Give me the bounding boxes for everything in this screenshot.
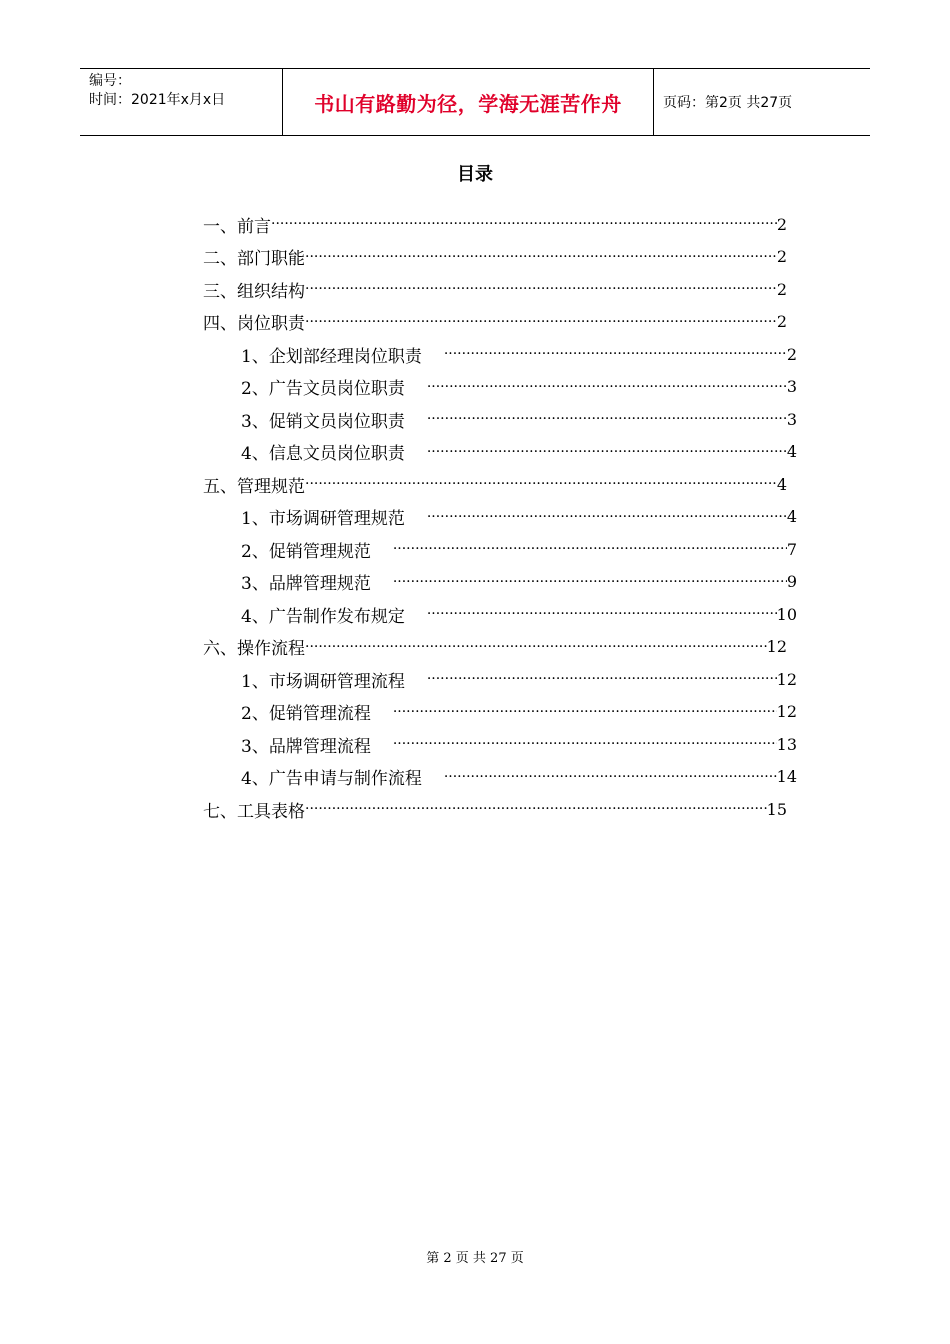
toc-entry-page: 9	[786, 572, 797, 591]
toc-entry[interactable]	[203, 212, 787, 236]
toc-entry-page: 10	[776, 604, 797, 624]
toc-entry[interactable]	[203, 472, 787, 496]
toc-entry-label: 七、工具表格	[203, 801, 305, 822]
toc-leader-dots	[393, 732, 777, 756]
toc-entry-label: 二、部门职能	[203, 249, 305, 269]
toc-entry-label: 五、管理规范	[203, 476, 305, 497]
toc-entry-label: 3、品牌管理流程	[241, 736, 371, 757]
toc-entry[interactable]	[241, 602, 797, 626]
header-motto: 书山有路勤为径，学海无涯苦作舟	[282, 69, 654, 135]
toc-entry-label: 3、促销文员岗位职责	[241, 411, 405, 432]
toc-entry-page: 3	[786, 377, 797, 396]
toc-leader-dots	[305, 277, 777, 301]
toc-leader-dots	[305, 635, 767, 659]
toc-entry-page: 12	[776, 669, 797, 689]
toc-leader-dots	[305, 310, 777, 334]
toc-entry-label: 4、信息文员岗位职责	[241, 444, 405, 464]
toc-leader-dots	[427, 375, 787, 399]
toc-entry-page: 3	[786, 409, 797, 429]
toc-entry-page: 4	[786, 507, 797, 526]
toc-entry-label: 三、组织结构	[203, 281, 305, 302]
toc-leader-dots	[305, 797, 767, 821]
toc-entry-page: 15	[766, 799, 787, 819]
toc-entry-label: 六、操作流程	[203, 639, 305, 659]
toc-entry-page: 4	[776, 474, 787, 494]
toc-entry-page: 2	[776, 214, 787, 234]
toc-entry-page: 12	[766, 637, 787, 656]
toc-entry[interactable]	[203, 797, 787, 821]
toc-entry-page: 13	[776, 734, 797, 754]
toc-entry-label: 1、企划部经理岗位职责	[241, 346, 422, 367]
toc-leader-dots	[427, 407, 787, 431]
toc-entry-label: 1、市场调研管理规范	[241, 509, 405, 529]
page-header	[80, 68, 870, 136]
toc-entry-page: 4	[786, 442, 797, 461]
toc-entry[interactable]	[241, 732, 797, 756]
toc-entry-page: 12	[776, 702, 797, 721]
toc-leader-dots	[393, 570, 787, 594]
toc-entry[interactable]	[203, 310, 787, 334]
toc-entry-label: 4、广告申请与制作流程	[241, 769, 422, 789]
toc-title: 目录	[457, 164, 493, 185]
toc-entry[interactable]	[241, 537, 797, 561]
toc-entry-label: 2、促销管理规范	[241, 541, 371, 562]
toc-entry[interactable]	[241, 570, 797, 594]
toc-leader-dots	[305, 472, 777, 496]
number-label: 编号：	[89, 73, 131, 89]
toc-entry-label: 一、前言	[203, 216, 271, 237]
toc-leader-dots	[444, 342, 787, 366]
toc-entry-page: 2	[776, 312, 787, 331]
toc-entry[interactable]	[241, 375, 797, 399]
toc-leader-dots	[393, 700, 777, 724]
toc-leader-dots	[427, 602, 777, 626]
toc-entry[interactable]	[241, 765, 797, 789]
toc-entry-page: 7	[786, 539, 797, 559]
header-meta	[80, 69, 282, 135]
toc-entry-page: 2	[776, 247, 787, 266]
toc-entry-label: 3、品牌管理规范	[241, 574, 371, 594]
toc-entry[interactable]	[241, 700, 797, 724]
header-page-info: 页码：第2页 共27页	[663, 95, 793, 111]
toc-leader-dots	[427, 505, 787, 529]
toc-entry[interactable]	[241, 440, 797, 464]
time-label: 时间：2021年x月x日	[89, 92, 226, 108]
toc-entry-label: 四、岗位职责	[203, 314, 305, 334]
toc-leader-dots	[393, 537, 787, 561]
toc-leader-dots	[271, 212, 777, 236]
toc-entry[interactable]	[241, 407, 797, 431]
toc-entry-label: 2、促销管理流程	[241, 704, 371, 724]
toc-entry-page: 2	[786, 344, 797, 364]
toc-entry-label: 4、广告制作发布规定	[241, 606, 405, 627]
toc-entry-page: 14	[776, 767, 797, 786]
toc-entry[interactable]	[241, 342, 797, 366]
toc-entry[interactable]	[241, 667, 797, 691]
toc-entry[interactable]	[203, 245, 787, 269]
toc-leader-dots	[427, 667, 777, 691]
toc-leader-dots	[444, 765, 777, 789]
toc-entry-label: 1、市场调研管理流程	[241, 671, 405, 692]
toc-leader-dots	[427, 440, 787, 464]
toc-entry[interactable]	[203, 277, 787, 301]
toc-leader-dots	[305, 245, 777, 269]
toc-entry-page: 2	[776, 279, 787, 299]
toc-entry[interactable]	[203, 635, 787, 659]
toc-entry-label: 2、广告文员岗位职责	[241, 379, 405, 399]
toc-entry[interactable]	[241, 505, 797, 529]
page-footer: 第 2 页 共 27 页	[426, 1251, 524, 1266]
